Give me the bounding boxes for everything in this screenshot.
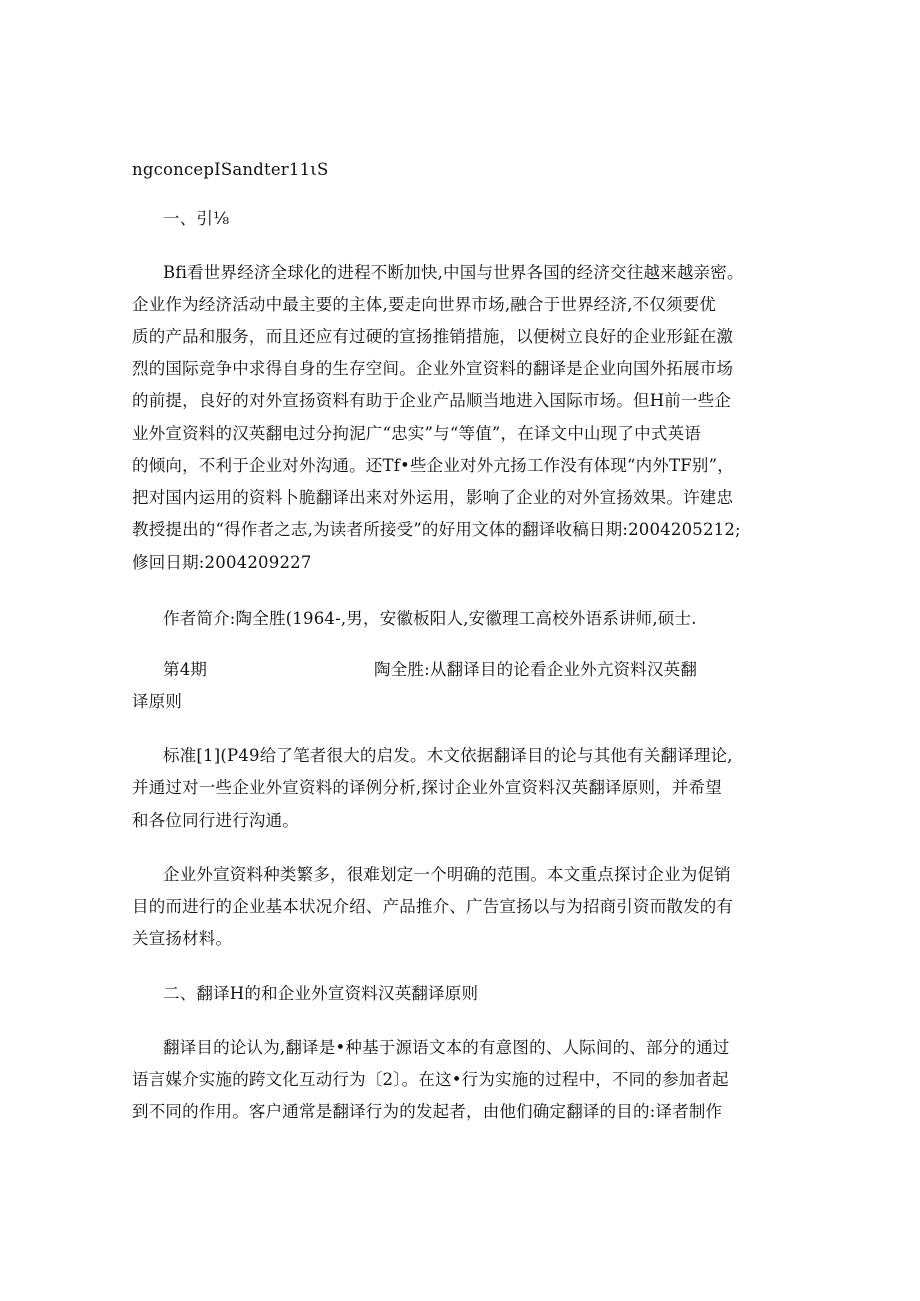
paragraph-line: 的前提，良好的对外宣扬资料有助于企业产品顺当地进入国际市场。但H前一些企 [132, 391, 732, 410]
paragraph-line: 把对国内运用的资料卜脆翻译出来对外运用，影响了企业的对外宣扬效果。许建忠 [132, 488, 734, 507]
paragraph-line: 烈的国际竞争中求得自身的生存空间。企业外宣资料的翻译是企业向国外拓展市场 [132, 359, 734, 378]
paragraph-line: 并通过对一些企业外宣资料的译例分析,探讨企业外宣资料汉英翻译原则，并希望 [132, 778, 722, 797]
running-head-issue: 第4期 [163, 660, 208, 679]
paragraph-line: 到不同的作用。客户通常是翻译行为的发起者，由他们确定翻译的目的:译者制作 [132, 1102, 723, 1121]
paragraph-line: 教授提出的“得作者之志,为读者所接受”的好用文体的翻译收稿日期:2004205212; [132, 520, 741, 539]
paragraph-line: 标准[1](P49给了笔者很大的启发。木文依据翻译目的论与其他有关翻译理论, [163, 746, 733, 765]
paragraph-line: 业外宣资料的汉英翻电过分拘泥广“忠实”与“等值”，在译文中山现了中式英语 [132, 424, 701, 443]
paragraph-line: Bfi看世界经济全球化的进程不断加快,中国与世界各国的经济交往越来越亲密。 [163, 263, 744, 282]
paragraph-line: 质的产品和服务，而且还应有过硬的宣扬推销措施，以便树立良好的企业形鉦在激 [132, 327, 734, 346]
paragraph-line: 语言媒介实施的跨文化互动行为〔2〕。在这•行为实施的过程中，不同的参加者起 [132, 1070, 729, 1089]
header-line: ngconcepISandter11ιS [132, 160, 329, 179]
paragraph-line: 修回日期:2004209227 [132, 553, 312, 572]
paragraph-line: 的倾向，不利于企业对外沟通。还Tf•些企业对外亢扬工作没有体现“内外TF别”， [132, 456, 734, 475]
paragraph-line: 企业作为经济活动中最主要的主体,要走向世界市场,融合于世界经济,不仅须要优 [132, 295, 717, 314]
paragraph-line: 企业外宣资料种类繁多，很难划定一个明确的范围。本文重点探讨企业为促销 [163, 865, 731, 884]
paragraph-line: 关宣扬材料。 [132, 929, 233, 948]
running-head-continuation: 译原则 [132, 692, 183, 711]
author-note: 作者简介:陶全胜(1964-,男，安徽板阳人,安徽理工高校外语系讲师,硕士. [163, 609, 697, 628]
running-head [163, 656, 207, 684]
paragraph-line: 和各位同行进行沟通。 [132, 811, 299, 830]
paragraph-line: 翻译目的论认为,翻译是•种基于源语文本的有意图的、人际间的、部分的通过 [163, 1038, 730, 1057]
paragraph-line: 目的而进行的企业基本状况介绍、产品推介、广告宣扬以与为招商引资而散发的有 [132, 897, 734, 916]
section-1-heading: 一、引⅛ [163, 209, 230, 228]
section-2-heading: 二、翻译H的和企业外宣资料汉英翻译原则 [163, 984, 479, 1003]
running-head-title: 陶全胜:从翻译目的论看企业外亢资料汉英翻 [374, 660, 698, 679]
